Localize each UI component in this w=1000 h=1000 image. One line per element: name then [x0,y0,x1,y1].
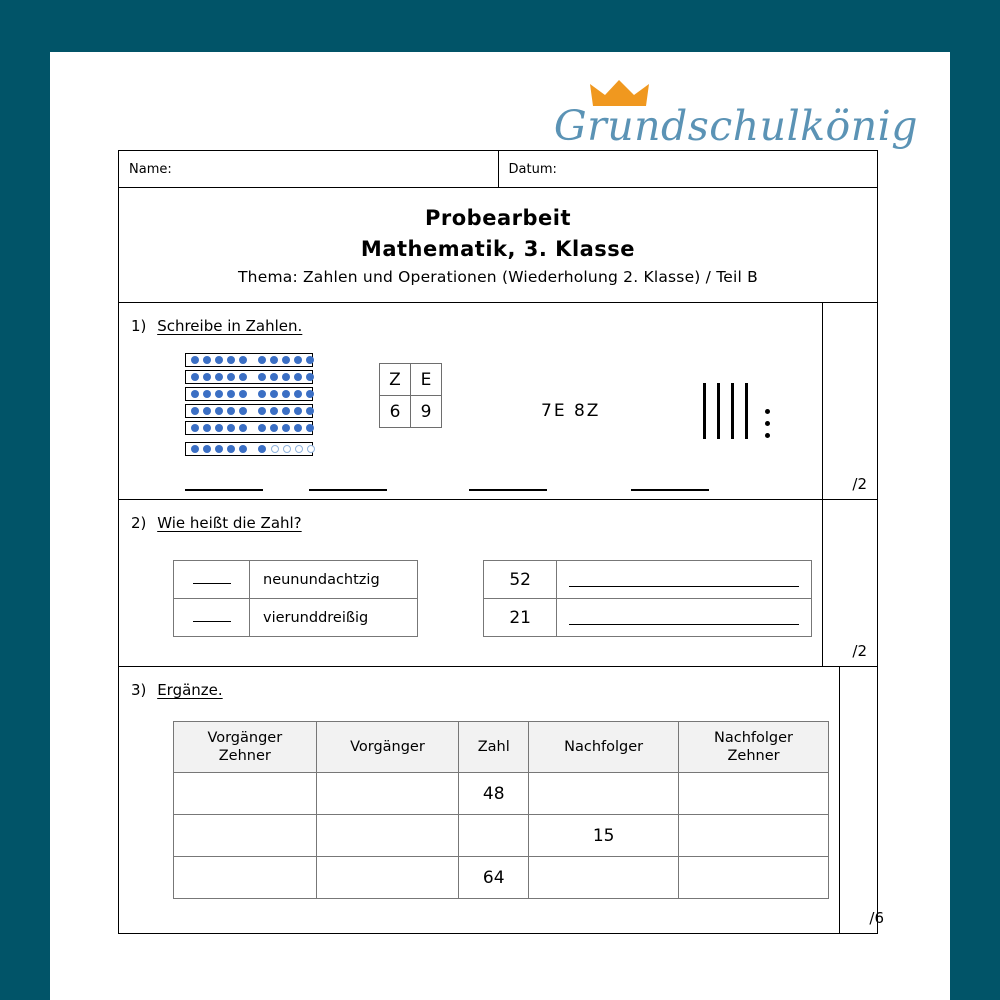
answer-line[interactable] [185,489,263,491]
table-cell-value: 15 [529,815,679,857]
dot-filled [239,356,247,364]
task-3-heading [131,681,829,699]
dot-filled [258,356,266,364]
tally-stroke [731,383,734,439]
table-cell-blank[interactable] [316,857,459,899]
dot-filled [282,424,290,432]
answer-line[interactable] [469,489,547,491]
task-1-body [119,303,823,499]
column-header: Nachfolger Zehner [679,722,829,773]
dot-filled [306,373,314,381]
worksheet-page [50,52,950,1000]
dot-filled [203,373,211,381]
tally-stroke [745,383,748,439]
dot-filled [191,373,199,381]
dot-filled [282,407,290,415]
table-cell-blank[interactable] [679,815,829,857]
dot-filled [294,390,302,398]
task-3-score: /6 [869,909,884,927]
task-2-score-column [823,500,877,666]
column-header: Zahl [459,722,529,773]
task-3-content [131,721,829,933]
pv-header-z: Z [380,364,411,396]
dot-field-diagram [185,353,313,459]
blank-line [569,611,799,625]
dot-filled [203,445,211,453]
dot-filled [270,424,278,432]
dot-filled [215,356,223,364]
dot-empty [307,445,315,453]
answer-line[interactable] [631,489,709,491]
dot-filled [227,390,235,398]
dot-row [185,370,313,384]
blank-line [193,572,231,584]
dot-row [185,353,313,367]
dot-filled [227,424,235,432]
task-2-score: /2 [852,642,867,660]
task-3-number: 3) [131,681,147,699]
dot-filled [215,390,223,398]
dot-filled [294,373,302,381]
table-cell-value: 64 [459,857,529,899]
dot-filled [191,407,199,415]
title-line-3: Thema: Zahlen und Operationen (Wiederholung 2. Klasse) / Teil B [238,268,758,286]
table-cell-blank[interactable] [316,815,459,857]
table-cell-blank[interactable] [529,857,679,899]
dot-filled [258,445,266,453]
task-2-number: 2) [131,514,147,532]
tally-dot [765,421,770,426]
task-1-number: 1) [131,317,147,335]
dot-filled [227,445,235,453]
dot-filled [270,373,278,381]
table-cell-blank[interactable] [529,773,679,815]
task-3-score-column [840,667,894,933]
table-cell-blank[interactable] [174,815,317,857]
task-2-title: Wie heißt die Zahl? [157,514,302,532]
dot-filled [239,424,247,432]
word-number-table [173,560,418,637]
worksheet-frame [118,150,884,934]
dot-filled [215,407,223,415]
answer-line[interactable] [309,489,387,491]
dot-filled [270,390,278,398]
column-header: Vorgänger Zehner [174,722,317,773]
tally-stroke [703,383,706,439]
tally-stroke [717,383,720,439]
dot-filled [294,356,302,364]
column-header: Vorgänger [316,722,459,773]
task-1-title: Schreibe in Zahlen. [157,317,303,335]
table-cell-blank[interactable] [316,773,459,815]
name-field[interactable]: Name: [119,151,499,187]
dot-empty [295,445,303,453]
table-row [174,561,418,599]
dot-empty [283,445,291,453]
dot-filled [258,407,266,415]
title-block [119,188,877,303]
num-row-1-answer[interactable] [557,561,812,599]
task-1 [119,303,877,500]
table-cell-blank[interactable] [459,815,529,857]
name-date-row [119,151,877,188]
word-row-1-blank[interactable] [174,561,250,599]
numeral-to-word-table [483,560,812,637]
task-3-body [119,667,840,933]
num-row-1-value: 52 [484,561,557,599]
dot-filled [215,445,223,453]
dot-filled [282,390,290,398]
dot-filled [215,373,223,381]
word-row-1-word: neunundachtzig [250,561,418,599]
dot-filled [203,424,211,432]
dot-filled [215,424,223,432]
table-row [484,599,812,637]
task-1-answer-lines[interactable] [131,477,812,491]
dot-filled [239,445,247,453]
task-3-title: Ergänze. [157,681,223,699]
table-row [174,815,829,857]
dot-filled [258,424,266,432]
table-cell-blank[interactable] [174,773,317,815]
dot-filled [258,373,266,381]
tally-dot [765,409,770,414]
column-header: Nachfolger [529,722,679,773]
task-2-content [131,538,812,666]
dot-filled [203,407,211,415]
dot-filled [306,424,314,432]
dot-filled [306,407,314,415]
pv-value-z: 6 [380,396,411,428]
dot-filled [191,390,199,398]
task-1-content [131,341,812,499]
dot-filled [270,407,278,415]
task-1-score: /2 [852,475,867,493]
dot-filled [191,356,199,364]
dot-filled [306,390,314,398]
dot-filled [227,356,235,364]
num-row-2-answer[interactable] [557,599,812,637]
dot-filled [270,356,278,364]
task-1-heading [131,317,812,335]
table-header-row [174,722,829,773]
table-cell-blank[interactable] [679,857,829,899]
title-line-2: Mathematik, 3. Klasse [360,237,636,261]
dot-row [185,404,313,418]
blank-line [193,610,231,622]
dot-filled [258,390,266,398]
task-3 [119,667,884,934]
task-2-body [119,500,823,666]
dot-filled [294,407,302,415]
dot-filled [203,356,211,364]
dot-filled [306,356,314,364]
table-cell-value: 48 [459,773,529,815]
word-row-2-word: vierunddreißig [250,599,418,637]
task-2-heading [131,514,812,532]
dot-filled [227,407,235,415]
place-value-table [379,363,442,428]
table-row [484,561,812,599]
task-1-score-column [823,303,877,499]
dot-empty [271,445,279,453]
dot-row [185,387,313,401]
dot-row [185,442,313,456]
dot-row [185,421,313,435]
predecessor-successor-table [173,721,829,899]
table-row [174,599,418,637]
pv-value-e: 9 [411,396,442,428]
brand-name: Grundschulkönig [553,102,918,150]
dot-filled [227,373,235,381]
date-field[interactable]: Datum: [508,161,557,177]
dot-filled [191,445,199,453]
title-line-1: Probearbeit [425,206,571,230]
dot-filled [239,407,247,415]
dot-filled [203,390,211,398]
table-cell-blank[interactable] [174,857,317,899]
table-row [174,773,829,815]
dot-filled [282,373,290,381]
table-cell-blank[interactable] [679,773,829,815]
task-2 [119,500,877,667]
tally-dot [765,433,770,438]
brand-logo [538,72,918,150]
dot-filled [239,390,247,398]
dot-filled [191,424,199,432]
unit-notation-text: 7E 8Z [541,401,601,421]
word-row-2-blank[interactable] [174,599,250,637]
num-row-2-value: 21 [484,599,557,637]
dot-filled [239,373,247,381]
blank-line [569,573,799,587]
table-row [174,857,829,899]
dot-filled [294,424,302,432]
pv-header-e: E [411,364,442,396]
dot-filled [282,356,290,364]
